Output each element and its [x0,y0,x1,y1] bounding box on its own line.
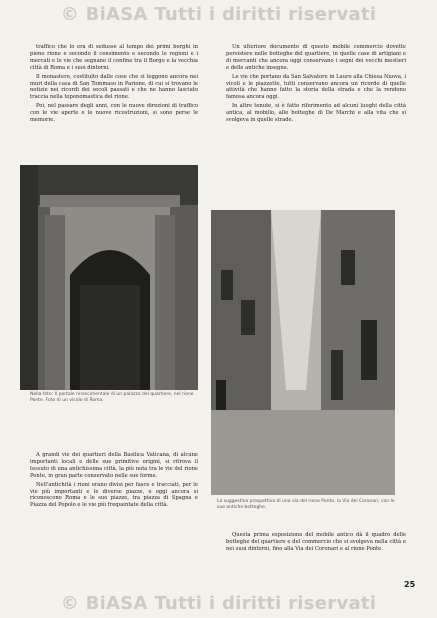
street-illustration [211,210,395,495]
column-right-bottom [226,532,406,555]
paragraph: traffico che lo era di sedusse al tempo dei primi borghi in pieno rione e secondo il censimento e secondo le regioni e i mercati e le vie che segnano il confine tra il Borgo e la vecchia città di Roma e i suoi dintorni. [30,44,198,71]
paragraph: Poi, nel passare degli anni, con le nuove direzioni di traffico con le vie aperte e le nuove ricostruzioni, si sono perse le memorie. [30,103,198,124]
page-number: 25 [404,580,416,589]
column-left-top [30,44,198,126]
street-photo [211,210,395,495]
paragraph: In altre tenute, si è fatto riferimento ad alcuni luoghi della città antica, al mobilio, alle botteghe di De Marchi e alla vita che si svolgeva in quelle strade. [226,103,406,124]
caption-left: Nella foto: Il portale rinascimentale di un palazzo del quartiere, nel rione Ponte. Foto di un vicolo di Roma. [30,392,194,403]
watermark-bottom: © BiASA Tutti i diritti riservati [60,593,377,614]
paragraph: Il monastero, costituito dalle cose che si leggono ancora nei muri della casa di San Tommaso in Parione, di cui si trovano le notizie nei ricordi dei secoli passati e che ne hanno lasciato traccia nella toponomastica del rione. [30,73,198,101]
column-right-top [226,44,406,126]
paragraph: A grandi vie dei quartieri della Basilica Vaticana, di alcune importanti locali e delle sue primitive origini, si ritrova il tessuto di una antichissima città, la più nota tra le vie del rione Ponte, in gran parte conservato nelle sue forme. [30,452,198,479]
paragraph: Nell'antichità i rioni erano divisi per fasce e tracciati, per le vie più importanti e le diverse piazze, e oggi ancora si riconoscono Roma e le sue piazze, tra piazza di Spagna e Piazza del Popolo e le vie più frequentate della città. [30,481,198,509]
column-left-bottom [30,452,198,511]
portal-photo [20,165,198,390]
portal-illustration [20,165,198,390]
paragraph: Le vie che portano da San Salvatore in Lauro alla Chiesa Nuova, i vicoli e le piazzette, tutti conservano ancora un ricordo di quelle attività che hanno fatto la storia della strada e che la rendono famosa ancora oggi. [226,73,406,101]
paragraph: Questa prima esposizione del mobile antico dà il quadro delle botteghe del quartiere e del commercio che si svolgeva nella città e nei suoi dintorni, fino alla Via dei Coronari e al rione Ponte. [226,532,406,552]
paragraph: Un ulteriore documento di questo mobile commercio dovette persistere nelle botteghe del quartiere, in quelle case di artigiani e di mercanti che ancora oggi conservano i segni dei vecchi mestieri e delle antiche insegne. [226,44,406,71]
watermark-top: © BiASA Tutti i diritti riservati [60,4,377,25]
caption-right: La suggestiva prospettiva di una via del rione Ponte, la Via dei Coronari, con le sue antiche botteghe. [217,499,395,510]
